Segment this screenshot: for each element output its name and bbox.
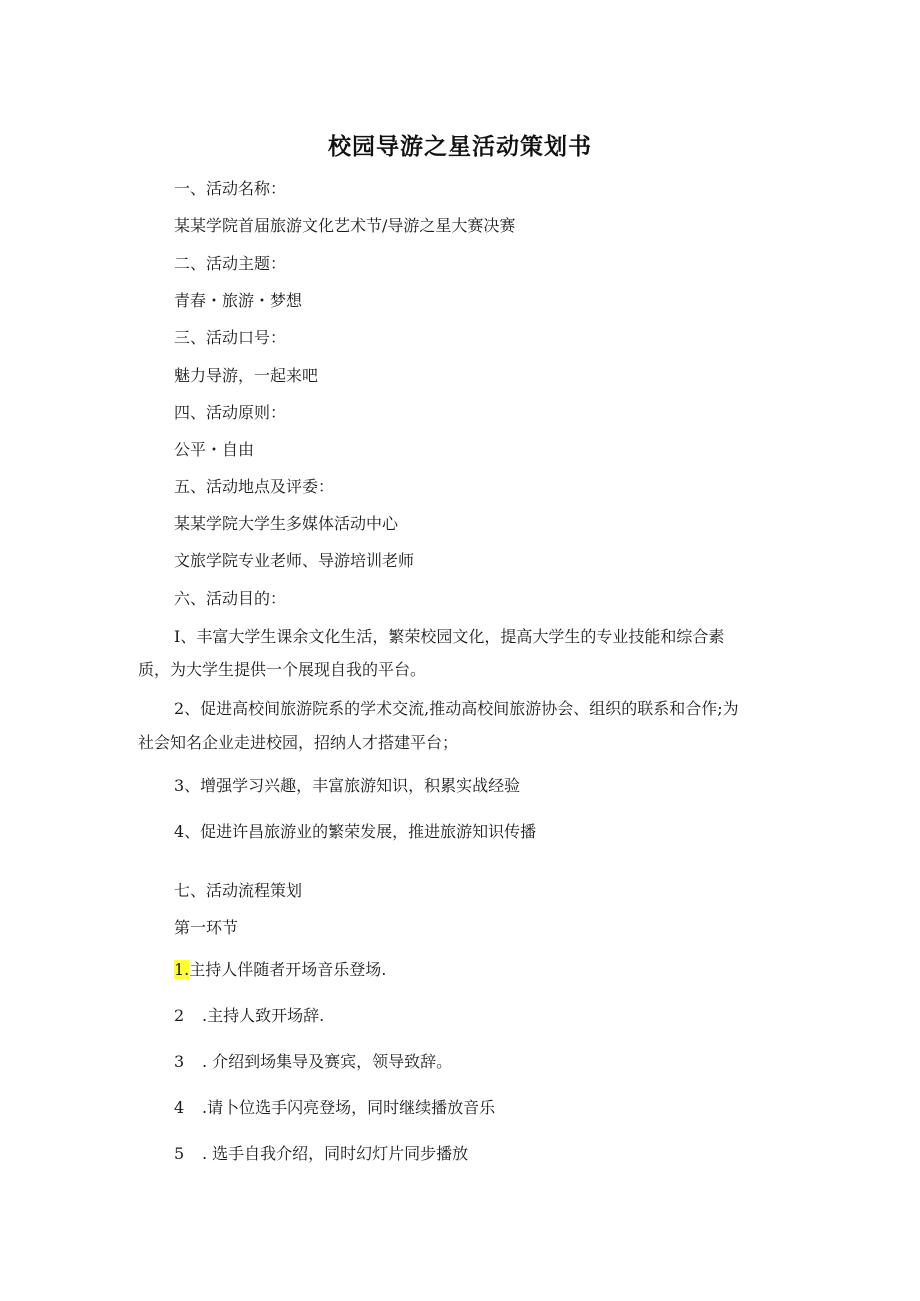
document-title: 校园导游之星活动策划书: [328, 134, 592, 160]
purpose-1-line-2: 质，为大学生提供一个展现自我的平台。: [138, 660, 427, 679]
activity-judges: 文旅学院专业老师、导游培训老师: [174, 551, 415, 570]
purpose-2-line-1: 2、促进高校间旅游院系的学术交流,推动高校间旅游协会、组织的联系和合作;为: [174, 699, 739, 718]
step-4: [174, 1097, 495, 1119]
section-6-heading: 六、活动目的：: [174, 589, 287, 608]
activity-name: 某某学院首届旅游文化艺术节/导游之星大赛决赛: [174, 216, 516, 235]
activity-theme: 青春・旅游・梦想: [174, 291, 303, 310]
section-1-heading: 一、活动名称：: [174, 179, 287, 198]
purpose-3: 3、增强学习兴趣，丰富旅游知识，积累实战经验: [174, 776, 521, 795]
step-5-text: . 选手自我介绍，同时幻灯片同步播放: [202, 1144, 469, 1163]
step-2: [174, 1005, 324, 1027]
step-5: [174, 1143, 468, 1165]
step-2-number: 2: [174, 1006, 185, 1025]
section-3-heading: 三、活动口号：: [174, 328, 287, 347]
step-1: [174, 959, 386, 981]
step-4-number: 4: [174, 1098, 185, 1117]
activity-slogan: 魅力导游，一起来吧: [174, 366, 319, 385]
step-3: [174, 1051, 452, 1073]
step-1-text: 主持人伴随者开场音乐登场.: [189, 960, 387, 979]
section-2-heading: 二、活动主题：: [174, 254, 287, 273]
step-3-number: 3: [174, 1052, 185, 1071]
purpose-4: 4、促进许昌旅游业的繁荣发展，推进旅游知识传播: [174, 822, 537, 841]
stage-1-heading: 第一环节: [174, 918, 239, 937]
section-4-heading: 四、活动原则：: [174, 403, 287, 422]
activity-principle: 公平・自由: [174, 440, 255, 459]
step-3-text: . 介绍到场集导及赛宾，领导致辞。: [202, 1052, 453, 1071]
section-7-heading: 七、活动流程策划: [174, 881, 303, 900]
step-4-text: .请卜位选手闪亮登场，同时继续播放音乐: [202, 1098, 496, 1117]
purpose-1-line-1: I、丰富大学生课余文化生活，繁荣校园文化，提高大学生的专业技能和综合素: [174, 627, 725, 646]
step-2-text: .主持人致开场辞.: [202, 1006, 325, 1025]
purpose-2-line-2: 社会知名企业走进校园，招纳人才搭建平台；: [138, 733, 459, 752]
step-1-number: 1.: [174, 960, 190, 979]
section-5-heading: 五、活动地点及评委：: [174, 477, 335, 496]
activity-venue: 某某学院大学生多媒体活动中心: [174, 514, 399, 533]
step-5-number: 5: [174, 1144, 185, 1163]
